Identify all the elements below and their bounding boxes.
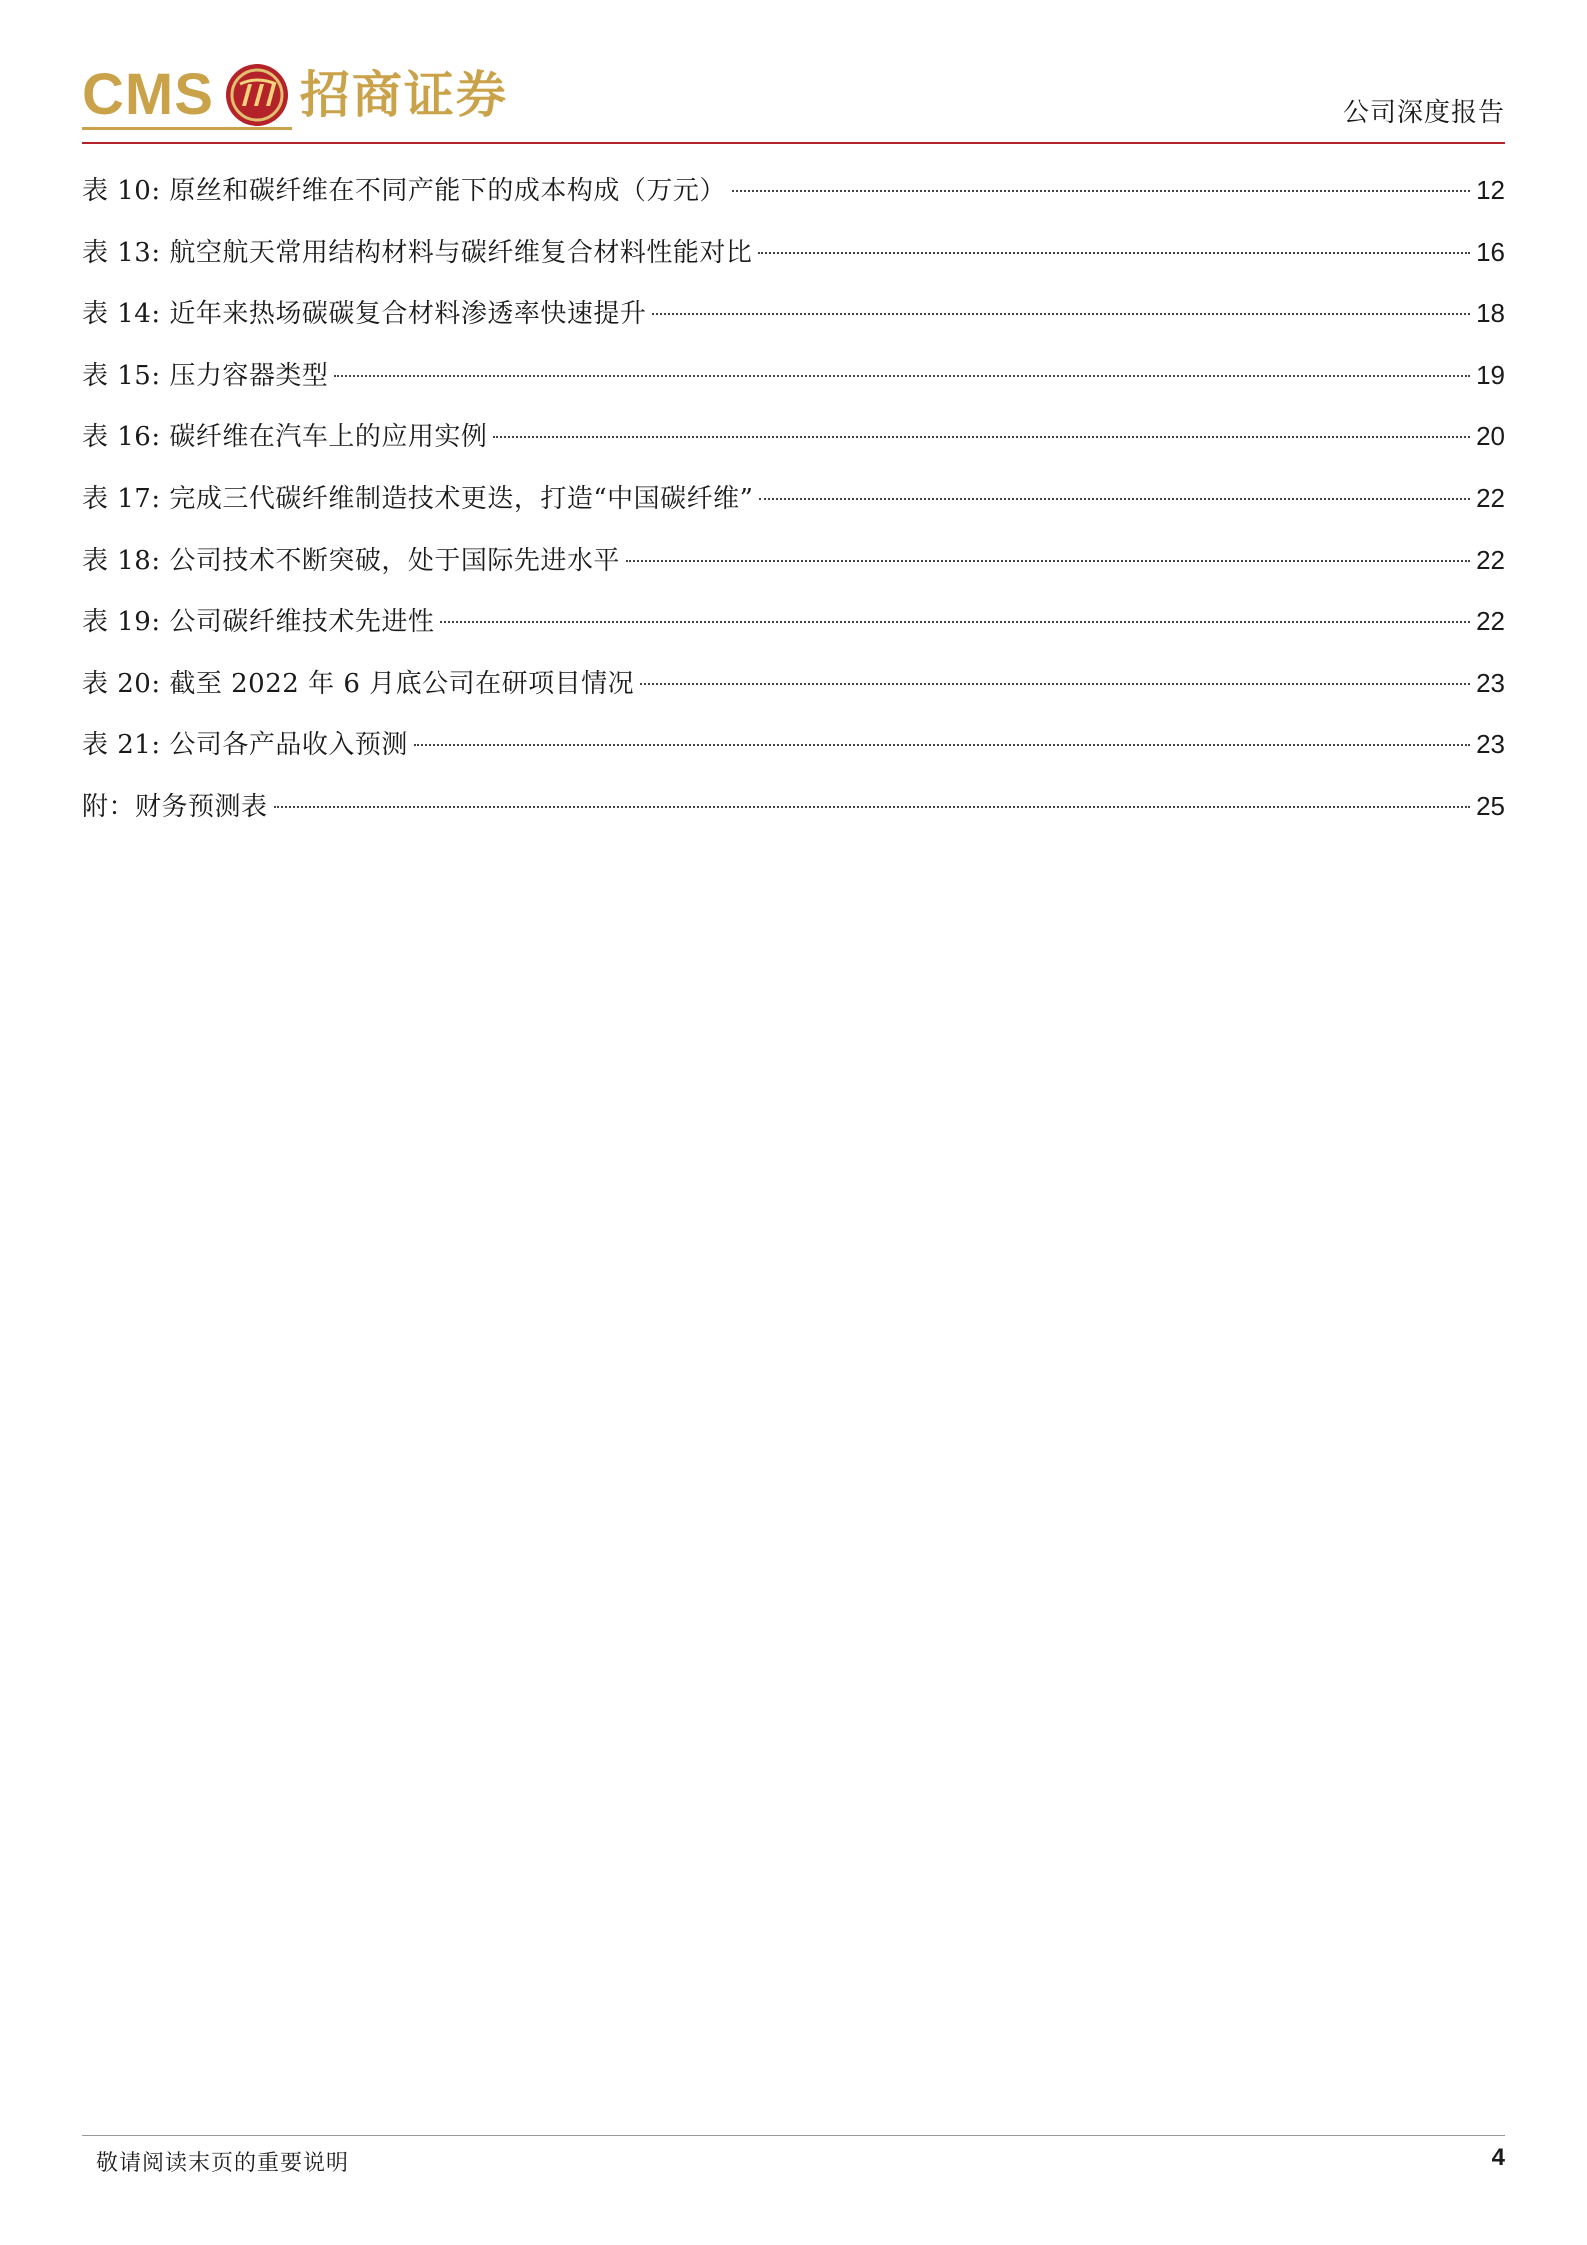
toc-leader-dots [493, 436, 1470, 438]
toc-entry[interactable] [82, 353, 1505, 415]
toc-entry-title: 表 13: 航空航天常用结构材料与碳纤维复合材料性能对比 [82, 237, 753, 268]
toc-entry[interactable] [82, 291, 1505, 353]
toc-entry-title: 表 14: 近年来热场碳碳复合材料渗透率快速提升 [82, 299, 647, 330]
toc-leader-dots [758, 252, 1470, 254]
toc-leader-dots [640, 683, 1470, 685]
toc-entry-title: 表 19: 公司碳纤维技术先进性 [82, 607, 435, 638]
toc-entry-title: 表 18: 公司技术不断突破，处于国际先进水平 [82, 545, 620, 576]
toc-entry-page: 25 [1476, 790, 1505, 821]
logo-latin-text: CMS [82, 62, 214, 127]
cms-emblem-icon [224, 62, 290, 128]
toc-entry-title: 表 10: 原丝和碳纤维在不同产能下的成本构成（万元） [82, 176, 726, 206]
logo-underline [82, 127, 292, 130]
toc-entry-page: 23 [1476, 667, 1505, 698]
toc-entry[interactable] [82, 414, 1505, 476]
toc-entry-title: 表 17: 完成三代碳纤维制造技术更迭，打造“中国碳纤维” [82, 483, 754, 514]
toc-entry-page: 22 [1476, 606, 1505, 637]
toc-leader-dots [274, 806, 1471, 808]
toc-entry-page: 19 [1476, 359, 1505, 390]
toc-entry-page: 16 [1476, 236, 1505, 267]
toc-leader-dots [652, 313, 1470, 315]
toc-entry-title: 附：财务预测表 [82, 791, 268, 822]
toc-entry-title: 表 15: 压力容器类型 [82, 360, 329, 391]
toc-entry-page: 20 [1476, 421, 1505, 452]
toc-entry[interactable] [82, 230, 1505, 292]
report-type-label: 公司深度报告 [1342, 98, 1505, 128]
toc-entry-title: 表 21: 公司各产品收入预测 [82, 730, 408, 761]
toc-leader-dots [626, 560, 1470, 562]
footer-divider [82, 2135, 1505, 2136]
header-divider [82, 142, 1505, 144]
footer-disclaimer: 敬请阅读末页的重要说明 [96, 2151, 350, 2176]
cms-logo [82, 60, 508, 130]
toc-leader-dots [334, 375, 1470, 377]
toc-entry-page: 18 [1476, 298, 1505, 329]
toc-leader-dots [759, 498, 1470, 500]
toc-entry[interactable] [82, 168, 1505, 230]
toc-entry-page: 22 [1476, 544, 1505, 575]
logo-chinese-text: 招商证券 [299, 65, 508, 124]
toc-entry-title: 表 20: 截至 2022 年 6 月底公司在研项目情况 [82, 668, 635, 699]
toc-leader-dots [732, 190, 1470, 192]
toc-entry[interactable] [82, 538, 1505, 600]
table-of-contents [82, 168, 1505, 846]
toc-entry[interactable] [82, 722, 1505, 784]
toc-entry[interactable] [82, 661, 1505, 723]
toc-entry[interactable] [82, 476, 1505, 538]
page-header [82, 52, 1505, 144]
toc-entry-title: 表 16: 碳纤维在汽车上的应用实例 [82, 422, 488, 453]
toc-entry-page: 12 [1476, 175, 1505, 205]
toc-entry-page: 22 [1476, 482, 1505, 513]
toc-leader-dots [440, 621, 1470, 623]
toc-entry[interactable] [82, 784, 1505, 846]
toc-leader-dots [414, 744, 1470, 746]
toc-entry-page: 23 [1476, 729, 1505, 760]
toc-entry[interactable] [82, 599, 1505, 661]
page-number: 4 [1491, 2144, 1505, 2171]
